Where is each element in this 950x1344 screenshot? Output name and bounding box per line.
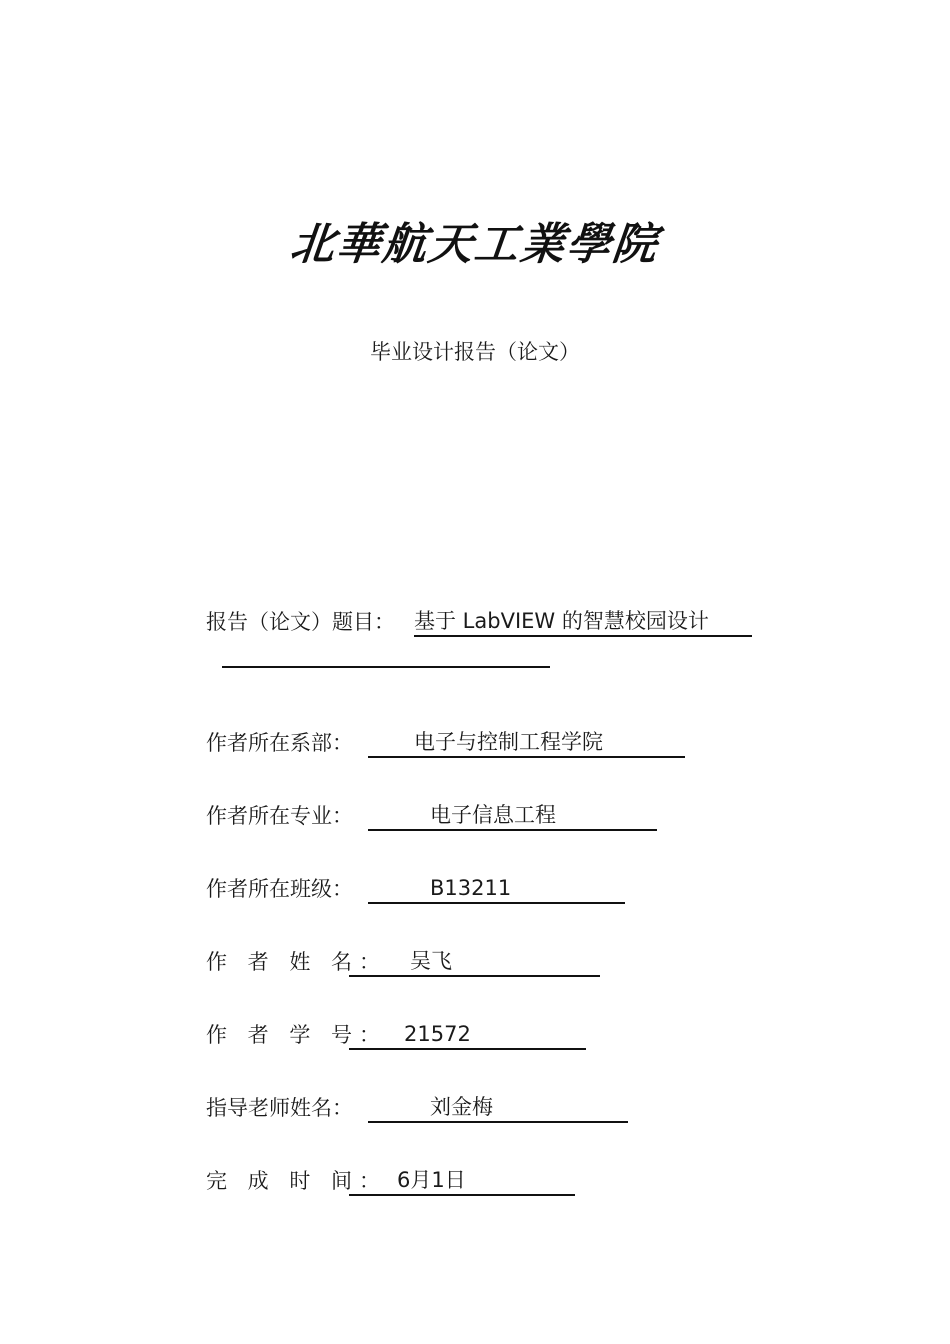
field-department-text: 电子与控制工程学院 [414, 730, 603, 754]
field-completion-date-label: 完 成 时 间： [206, 1169, 388, 1193]
field-title-value [414, 607, 752, 637]
field-advisor-value [368, 1093, 628, 1123]
field-title-continuation-line [222, 666, 550, 668]
document-subtitle: 毕业设计报告（论文） [370, 340, 580, 364]
field-major-value [368, 801, 657, 831]
field-advisor-text: 刘金梅 [430, 1095, 493, 1119]
field-title-text: 基于 LabVIEW 的智慧校园设计 [414, 609, 709, 633]
field-class-value [368, 874, 625, 904]
field-completion-date-text: 6月1日 [397, 1168, 466, 1192]
field-class-label: 作者所在班级： [206, 877, 353, 901]
field-student-id-label: 作 者 学 号： [206, 1023, 388, 1047]
field-author-name-label: 作 者 姓 名： [206, 950, 388, 974]
field-major-text: 电子信息工程 [430, 803, 556, 827]
field-author-name-value [349, 947, 600, 977]
field-major-label: 作者所在专业： [206, 804, 353, 828]
field-advisor-label: 指导老师姓名： [206, 1096, 353, 1120]
field-department-label: 作者所在系部： [206, 731, 353, 755]
field-class-text: B13211 [430, 876, 512, 900]
field-department-value [368, 728, 685, 758]
field-title-label: 报告（论文）题目： [206, 610, 395, 634]
field-completion-date-value [349, 1166, 575, 1196]
university-logo: 北華航天工業學院 [287, 219, 662, 270]
field-student-id-text: 21572 [404, 1022, 471, 1046]
field-student-id-value [349, 1020, 586, 1050]
field-author-name-text: 吴飞 [410, 949, 452, 973]
